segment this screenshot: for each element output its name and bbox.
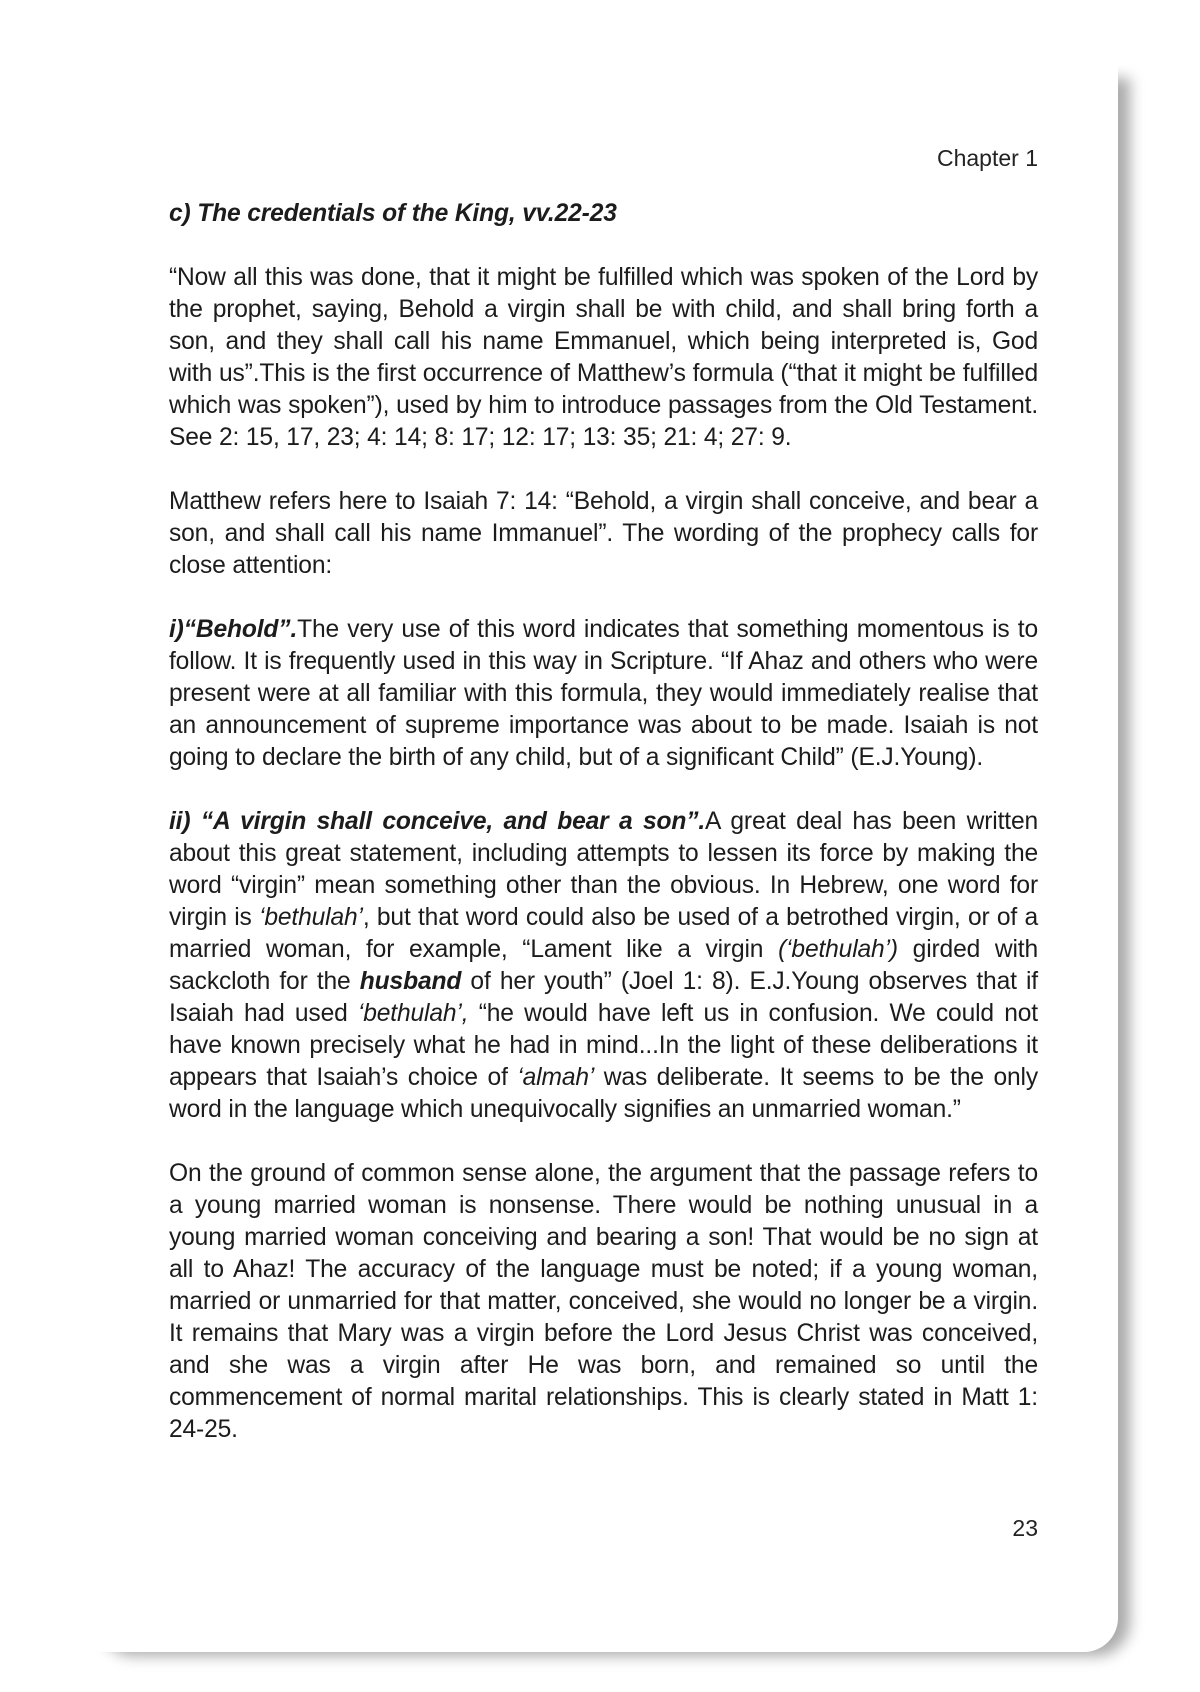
- paragraph-virgin-text-5: “he would have left us in confusion. We could not have known precisely what he had in mind...In the light of these deliberations it appears that Isaiah’s choice of: [169, 1000, 1038, 1091]
- term-bethulah-quoted: ‘bethulah’,: [357, 1000, 469, 1027]
- paragraph-virgin-text-2: , but that word could also be used of a betrothed virgin, or of a married woman, for example, “Lament like a virgin: [169, 904, 1038, 963]
- section-heading: c) The credentials of the King, vv.22-23: [169, 200, 617, 227]
- page-number: 23: [1012, 1515, 1038, 1541]
- paragraph-virgin-text-1: A great deal has been written about this great statement, including attempts to lessen its force by making the word “virgin” mean something other than the obvious. In Hebrew, one word for virgin is: [169, 808, 1038, 931]
- paragraph-quotation: “Now all this was done, that it might be fulfilled which was spoken of the Lord by the prophet, saying, Behold a virgin shall be with child, and shall bring forth a son, and they shall call his name Emmanuel, which being interpreted is, God with us”.This is the first occurrence of Matthew’s formula (“that it might be fulfilled which was spoken”), used by him to introduce passages from the Old Testament. See 2: 15, 17, 23; 4: 14; 8: 17; 12: 17; 13: 35; 21: 4; 27: 9.: [169, 264, 1038, 451]
- paragraph-virgin-text-3: girded with sackcloth for the: [169, 936, 1038, 995]
- term-almah: ‘almah’: [517, 1064, 595, 1091]
- paragraph-behold: [169, 614, 1038, 774]
- paragraph-isaiah-reference: Matthew refers here to Isaiah 7: 14: “Behold, a virgin shall conceive, and bear a son, and shall call his name Immanuel”. The wording of the prophecy calls for close attention:: [169, 488, 1038, 579]
- page-body: [169, 198, 1038, 1478]
- term-husband: husband: [359, 968, 462, 995]
- paragraph-virgin-lead: ii) “A virgin shall conceive, and bear a son”.: [169, 808, 706, 835]
- term-bethulah: ‘bethulah’: [259, 904, 363, 931]
- paragraph-virgin-text-6: was deliberate. It seems to be the only word in the language which unequivocally signifies an unmarried woman.”: [169, 1064, 1038, 1123]
- paragraph-virgin-text-4: of her youth” (Joel 1: 8). E.J.Young observes that if Isaiah had used: [169, 968, 1038, 1027]
- running-head: Chapter 1: [936, 145, 1038, 171]
- paragraph-virgin: [169, 806, 1038, 1126]
- paragraph-common-sense: On the ground of common sense alone, the argument that the passage refers to a young married woman is nonsense. There would be nothing unusual in a young married woman conceiving and bearing a son! That would be no sign at all to Ahaz! The accuracy of the language must be noted; if a young woman, married or unmarried for that matter, conceived, she would no longer be a virgin. It remains that Mary was a virgin before the Lord Jesus Christ was conceived, and she was a virgin after He was born, and remained so until the commencement of normal marital relationships. This is clearly stated in Matt 1: 24-25.: [169, 1160, 1038, 1443]
- term-bethulah-parenthetical: (‘bethulah’): [778, 936, 898, 963]
- paragraph-behold-text: The very use of this word indicates that something momentous is to follow. It is frequently used in this way in Scripture. “If Ahaz and others who were present were at all familiar with this formula, they would immediately realise that an announcement of supreme importance was about to be made. Isaiah is not going to declare the birth of any child, but of a significant Child” (E.J.Young).: [169, 616, 1038, 771]
- paragraph-behold-lead: i)“Behold”.: [169, 616, 298, 643]
